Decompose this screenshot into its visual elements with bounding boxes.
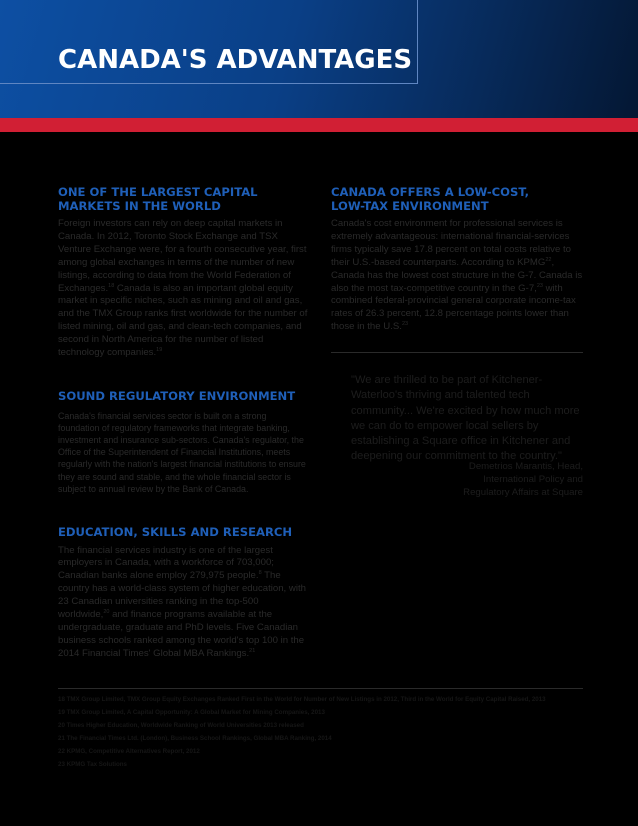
footnote-ref: 20 <box>103 608 110 615</box>
attribution-line: Regulatory Affairs at Square <box>463 486 583 498</box>
footnote-ref: 18 <box>108 282 115 289</box>
footnote: 20 Times Higher Education, Worldwide Ranking of World Universities 2013 released <box>58 721 304 729</box>
section-heading <box>58 186 310 213</box>
pull-quote <box>331 352 583 500</box>
footnote: 21 The Financial Times Ltd. (London), Business School Rankings, Global MBA Ranking, 2014 <box>58 734 332 742</box>
section-heading <box>331 186 583 213</box>
paragraph-text-continued: The country has a world-class system of higher education, with 23 Canadian universities ranking in the top-500 worldwide, <box>58 570 306 621</box>
footnotes-list <box>58 694 583 771</box>
paragraph-text-continued: Canada is also an important global equity market in specific niches, such as mining and oil and gas, and the TMX Group ranks first worldwide for the number of listed mining, oil and gas, and clean-tech companies, and second in North America for the number of listed technology companies. <box>58 282 308 359</box>
paragraph-text-continued: with combined federal-provincial general corporate income-tax rates of 26.3 percent, 12.8 percentage points lower than those in the U.S. <box>331 282 576 333</box>
footnote-ref: 23 <box>401 321 409 328</box>
section-heading: EDUCATION, SKILLS AND RESEARCH <box>58 525 293 539</box>
red-accent-band <box>0 118 638 132</box>
section-education <box>58 526 310 661</box>
paragraph-text-continued: , Canada has the lowest cost structure in the G-7. Canada is also the most tax-competitive country in the G-7, <box>331 256 583 294</box>
paragraph-text-continued: and finance programs available at the undergraduate, graduate and PhD levels. Five Canadian business schools ranked among the world's top 100 in the 2014 Financial Times' Global MBA Rankings. <box>58 609 305 659</box>
attribution-line: Demetrios Marantis, Head, <box>468 461 583 472</box>
footnote: 22 KPMG, Competitive Alternatives Report, 2012 <box>58 747 200 755</box>
footnote-ref: 22 <box>545 256 552 263</box>
footnote-ref: 8 <box>258 570 262 577</box>
section-heading: SOUND REGULATORY ENVIRONMENT <box>58 389 296 403</box>
page-title: CANADA'S ADVANTAGES <box>58 45 413 75</box>
footnote: 18 TMX Group Limited, TMX Group Equity Exchanges Ranked First in the World for Number of New Listings in 2012, Third in the World for Equity Capital Raised, 2013 <box>58 696 546 703</box>
heading-line-1: CANADA OFFERS A LOW-COST, <box>331 185 530 199</box>
footnote: 19 TMX Group Limited, A Capital Opportunity: A Global Market for Mining Companies, 2013 <box>58 708 325 716</box>
page-header <box>0 0 638 118</box>
quote-text: "We are thrilled to be part of Kitchener-Waterloo's thriving and talented tech community... We're excited by how much more we can do to empower local sellers by establishing a Square office in Kitchener and deepening our commitment to the country." <box>351 374 580 463</box>
section-regulatory <box>58 390 310 495</box>
section-low-cost <box>331 186 583 334</box>
footnote-ref: 19 <box>156 346 163 353</box>
quote-attribution <box>383 461 583 500</box>
footnote: 23 KPMG Tax Solutions <box>58 760 127 768</box>
footnote-ref: 23 <box>536 282 543 289</box>
section-capital-markets <box>58 186 310 360</box>
heading-line-2: MARKETS IN THE WORLD <box>58 198 221 213</box>
heading-line-2: LOW-TAX ENVIRONMENT <box>331 198 489 213</box>
footnote-divider <box>58 688 583 689</box>
section-paragraph <box>331 218 583 334</box>
paragraph-text: The financial services industry is one of the largest employers in Canada, with a workforce of 703,000; Canadian banks alone employ 279,975 people. <box>58 544 274 582</box>
section-paragraph <box>58 545 310 661</box>
footnote-ref: 21 <box>249 647 256 654</box>
section-paragraph: Canada's financial services sector is built on a strong foundation of regulatory frameworks that integrate banking, investment and insurance sub-sectors. Canada's regulator, the Office of the Superintendent of Financial Institutions, meets regularly with the nation's largest financial institutions to ensure they are sound and stable, and the whole financial sector is subject to annual review by the Bank of Canada. <box>58 410 306 494</box>
paragraph-text: Canada's cost environment for professional services is extremely advantageous: international financial-services firms typically save 17.8 percent on total costs relative to their U.S.-based counterparts. According to KPMG <box>331 218 571 268</box>
paragraph-text: Foreign investors can rely on deep capital markets in Canada. In 2012, Toronto Stock Exchange and TSX Venture Exchange were, for a fourth consecutive year, first among global exchanges in terms of the number of new listings, according to data from the World Federation of Exchanges. <box>58 218 307 294</box>
section-paragraph <box>58 218 310 360</box>
heading-line-1: ONE OF THE LARGEST CAPITAL <box>58 185 258 199</box>
attribution-line: International Policy and <box>483 473 583 485</box>
